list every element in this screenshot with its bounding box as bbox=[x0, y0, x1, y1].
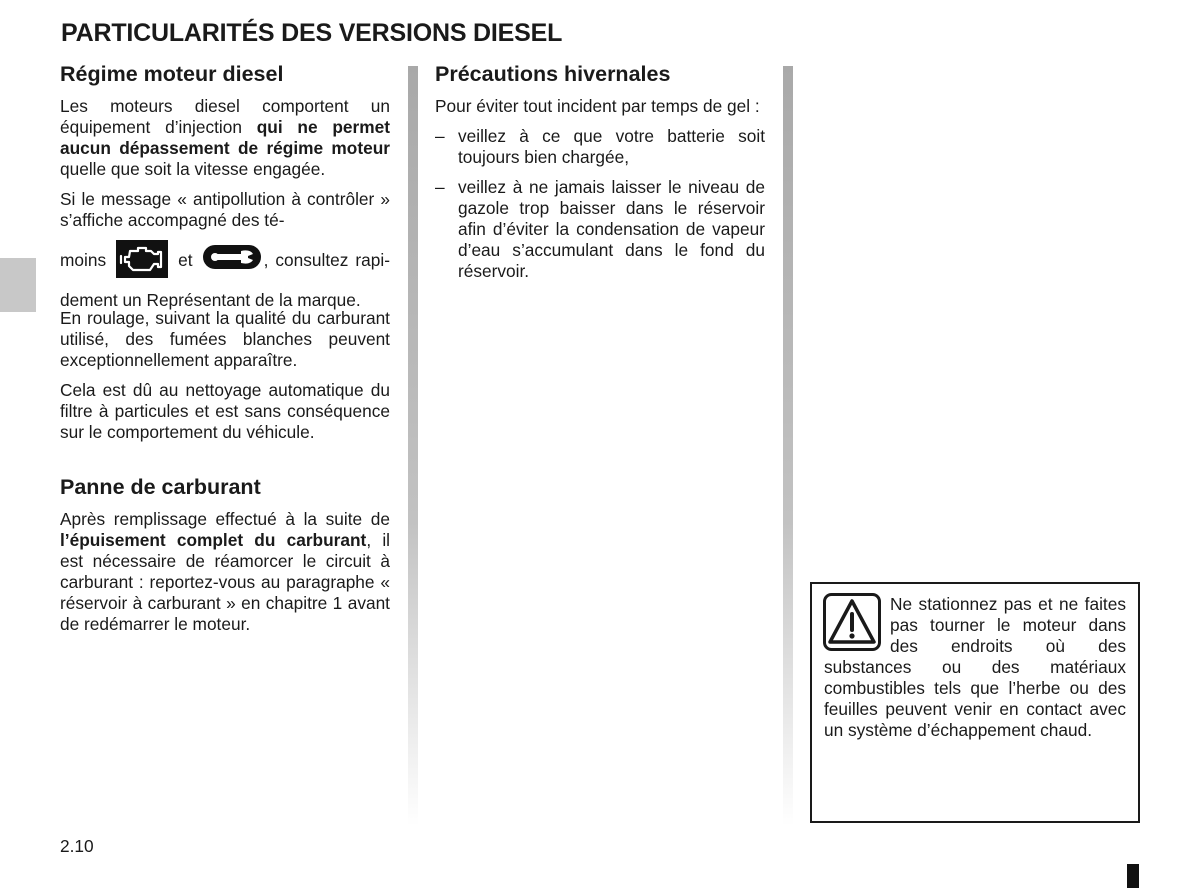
paragraph-injection bbox=[60, 96, 390, 180]
dash-marker: – bbox=[435, 177, 445, 197]
paragraph-fuel-restart bbox=[60, 509, 390, 635]
page-edge-marker bbox=[1127, 864, 1139, 888]
warning-triangle-icon bbox=[823, 593, 881, 651]
page-number: 2.10 bbox=[60, 836, 94, 856]
list-item bbox=[435, 177, 765, 282]
paragraph-white-smoke: En roulage, suivant la qualité du carburant utilisé, des fumées blanches peuvent exceptionnellement apparaître. bbox=[60, 308, 390, 370]
section-heading-fuel: Panne de carburant bbox=[60, 475, 261, 499]
bold-text-run: qui ne permet aucun dépassement de régime moteur bbox=[60, 117, 390, 158]
warning-box bbox=[810, 582, 1140, 823]
text-run: Les moteurs diesel comportent un équipement d’injection bbox=[60, 96, 390, 137]
text-run: , il est nécessaire de réamorcer le circuit à carburant : reportez-vous au paragraphe « réservoir à carburant » en chapitre 1 avant de redémarrer le moteur. bbox=[60, 530, 390, 634]
section-heading-regime: Régime moteur diesel bbox=[60, 62, 284, 86]
list-item-text: veillez à ne jamais laisser le niveau de gazole trop baisser dans le réservoir afin d’éviter la condensation de vapeur d’eau s’accumulant dans le fond du réservoir. bbox=[458, 177, 765, 281]
right-column bbox=[435, 60, 765, 291]
paragraph-antipollution: Si le message « antipollution à contrôler » s’affiche accompagné des té- bbox=[60, 189, 390, 230]
text-run: moins bbox=[60, 250, 107, 270]
column-divider-right bbox=[783, 66, 793, 826]
text-run: Après remplissage effectué à la suite de bbox=[60, 509, 390, 529]
column-divider-left bbox=[408, 66, 418, 826]
text-run: , consultez rapidement un Représentant de la marque. bbox=[60, 250, 390, 310]
text-run: quelle que soit la vitesse engagée. bbox=[60, 159, 326, 179]
section-heading-winter: Précautions hivernales bbox=[435, 62, 671, 86]
paragraph-particle-filter: Cela est dû au nettoyage automatique du filtre à particules et est sans conséquence sur le comportement du véhicule. bbox=[60, 380, 390, 442]
text-run: et bbox=[178, 250, 193, 270]
paragraph-winter-intro: Pour éviter tout incident par temps de gel : bbox=[435, 96, 760, 116]
engine-warning-icon bbox=[116, 240, 168, 278]
list-item-text: veillez à ce que votre batterie soit toujours bien chargée, bbox=[458, 126, 765, 167]
bold-text-run: l’épuisement complet du carburant bbox=[60, 530, 367, 550]
warning-text: Ne stationnez pas et ne faites pas tourner le moteur dans des endroits où des substances ou des matériaux combustibles tels que l’herbe ou des feuilles peuvent venir en contact avec un système d’échappement chaud. bbox=[824, 594, 1126, 740]
wrench-icon bbox=[203, 245, 261, 269]
dash-marker: – bbox=[435, 126, 445, 146]
winter-precautions-list bbox=[435, 126, 765, 282]
left-column bbox=[60, 60, 390, 644]
list-item bbox=[435, 126, 765, 168]
chapter-tab bbox=[0, 258, 36, 312]
page-title: PARTICULARITÉS DES VERSIONS DIESEL bbox=[61, 19, 563, 47]
